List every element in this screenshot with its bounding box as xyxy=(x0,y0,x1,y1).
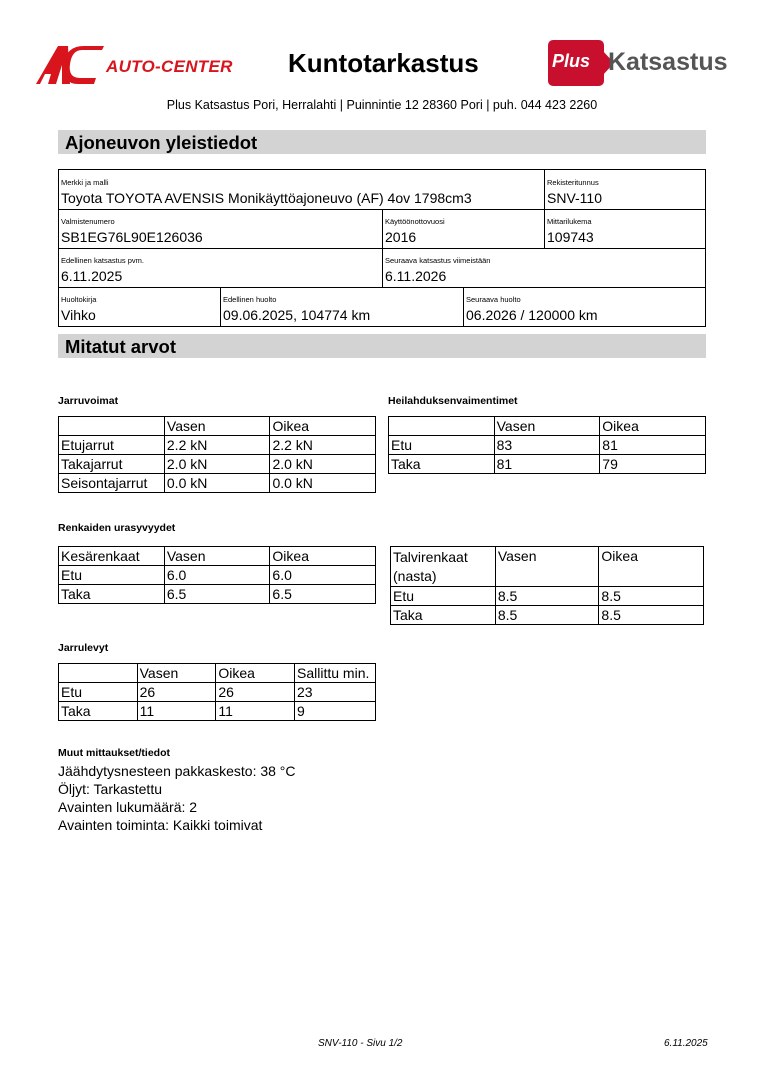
table-cell: 11 xyxy=(137,702,216,721)
last-service-value: 09.06.2025, 104774 km xyxy=(223,307,371,323)
table-header-row xyxy=(391,547,704,587)
list-item: Avainten lukumäärä: 2 xyxy=(58,799,198,815)
measured-section-heading xyxy=(58,334,706,358)
table-cell: 6.0 xyxy=(270,566,376,585)
table-cell: 26 xyxy=(137,683,216,702)
table-cell: Taka xyxy=(59,585,165,604)
prev-inspection-value: 6.11.2025 xyxy=(61,268,123,284)
table-cell: 8.5 xyxy=(599,587,704,606)
tread-caption: Renkaiden urasyvyydet xyxy=(58,522,176,534)
header-cell: Vasen xyxy=(495,547,599,587)
table-cell: Etu xyxy=(389,436,495,455)
header-cell: Sallittu min. xyxy=(295,664,376,683)
brakes-table xyxy=(58,416,376,493)
table-cell: 79 xyxy=(600,455,706,474)
next-service-label: Seuraava huolto xyxy=(466,295,521,304)
table-header-row xyxy=(59,664,376,683)
table-row xyxy=(59,683,376,702)
table-cell: 9 xyxy=(295,702,376,721)
table-row xyxy=(59,702,376,721)
winter-header-title: Talvirenkaat xyxy=(393,549,468,565)
header-cell: Oikea xyxy=(270,547,376,566)
plus-katsastus-logo xyxy=(546,38,732,90)
table-cell: 8.5 xyxy=(599,606,704,625)
table-cell: 23 xyxy=(295,683,376,702)
table-cell: 6.0 xyxy=(164,566,270,585)
table-row xyxy=(389,455,706,474)
table-cell: 8.5 xyxy=(495,587,599,606)
table-cell: 6.5 xyxy=(164,585,270,604)
table-cell: Taka xyxy=(389,455,495,474)
table-cell: 8.5 xyxy=(495,606,599,625)
plus-badge-text: Plus xyxy=(552,51,591,71)
table-cell: Etu xyxy=(59,566,165,585)
discs-caption: Jarrulevyt xyxy=(58,642,109,654)
table-row xyxy=(59,566,376,585)
list-item: Jäähdytysnesteen pakkaskesto: 38 °C xyxy=(58,763,296,779)
vin-label: Valmistenumero xyxy=(61,217,115,226)
ac-logo-text: AUTO-CENTER xyxy=(106,57,233,76)
header-cell xyxy=(391,547,496,587)
table-cell: 81 xyxy=(494,455,600,474)
table-cell: 6.5 xyxy=(270,585,376,604)
table-cell: 2.2 kN xyxy=(164,436,270,455)
table-cell: 2.2 kN xyxy=(270,436,376,455)
table-cell: Etu xyxy=(391,587,496,606)
table-row xyxy=(59,474,376,493)
table-cell: 0.0 kN xyxy=(164,474,270,493)
table-cell: Taka xyxy=(59,702,138,721)
document-title: Kuntotarkastus xyxy=(288,48,479,78)
table-header-row xyxy=(59,417,376,436)
next-service-value: 06.2026 / 120000 km xyxy=(466,307,598,323)
brake-discs-table xyxy=(58,663,376,721)
table-row xyxy=(391,587,704,606)
header-cell xyxy=(59,664,138,683)
prev-inspection-label: Edellinen katsastus pvm. xyxy=(61,256,144,265)
table-cell: 83 xyxy=(494,436,600,455)
table-cell: Seisontajarrut xyxy=(59,474,165,493)
other-measurements-list xyxy=(58,762,296,834)
table-row xyxy=(391,606,704,625)
table-header-row xyxy=(389,417,706,436)
general-section-heading xyxy=(58,130,706,154)
make-model-value: Toyota TOYOTA AVENSIS Monikäyttöajoneuvo (AF) 4ov 1798cm3 xyxy=(61,190,472,206)
table-cell: Etu xyxy=(59,683,138,702)
page-indicator: SNV-110 - Sivu 1/2 xyxy=(318,1038,403,1049)
header-cell: Oikea xyxy=(216,664,295,683)
odometer-value: 109743 xyxy=(547,229,594,245)
header-cell: Kesärenkaat xyxy=(59,547,165,566)
header-cell: Oikea xyxy=(600,417,706,436)
next-inspection-value: 6.11.2026 xyxy=(385,268,447,284)
registration-value: SNV-110 xyxy=(547,190,602,206)
header-cell: Oikea xyxy=(599,547,704,587)
header-cell: Vasen xyxy=(137,664,216,683)
table-row xyxy=(59,585,376,604)
next-inspection-label: Seuraava katsastus viimeistään xyxy=(385,256,491,265)
katsastus-wordmark: Katsastus xyxy=(608,48,728,76)
header-cell: Vasen xyxy=(164,547,270,566)
registration-label: Rekisteritunnus xyxy=(547,178,599,187)
header-cell: Vasen xyxy=(494,417,600,436)
table-cell: Takajarrut xyxy=(59,455,165,474)
vehicle-info-grid xyxy=(58,169,706,327)
last-service-label: Edellinen huolto xyxy=(223,295,277,304)
auto-center-logo xyxy=(36,44,236,88)
make-model-label: Merkki ja malli xyxy=(61,178,109,187)
service-book-value: Vihko xyxy=(61,307,96,323)
footer-date: 6.11.2025 xyxy=(664,1038,708,1049)
station-info: Plus Katsastus Pori, Herralahti | Puinnintie 12 28360 Pori | puh. 044 423 2260 xyxy=(166,98,598,112)
table-cell: Taka xyxy=(391,606,496,625)
table-cell: 2.0 kN xyxy=(270,455,376,474)
vin-value: SB1EG76L90E126036 xyxy=(61,229,203,245)
table-cell: Etujarrut xyxy=(59,436,165,455)
service-book-label: Huoltokirja xyxy=(61,295,97,304)
shocks-caption: Heilahduksenvaimentimet xyxy=(388,395,518,407)
table-cell: 0.0 kN xyxy=(270,474,376,493)
table-cell: 81 xyxy=(600,436,706,455)
summer-tires-table xyxy=(58,546,376,604)
first-use-label: Käyttöönottovuosi xyxy=(385,217,445,226)
header-cell: Vasen xyxy=(164,417,270,436)
list-item: Öljyt: Tarkastettu xyxy=(58,781,163,797)
table-row xyxy=(59,455,376,474)
table-cell: 11 xyxy=(216,702,295,721)
ac-emblem-icon xyxy=(36,44,106,88)
shocks-table xyxy=(388,416,706,474)
general-heading-text: Ajoneuvon yleistiedot xyxy=(65,132,258,153)
winter-header-subtitle: (nasta) xyxy=(393,568,437,584)
table-cell: 26 xyxy=(216,683,295,702)
table-row xyxy=(59,436,376,455)
table-header-row xyxy=(59,547,376,566)
header-cell: Oikea xyxy=(270,417,376,436)
measured-heading-text: Mitatut arvot xyxy=(65,336,176,357)
header-cell xyxy=(59,417,165,436)
other-caption: Muut mittaukset/tiedot xyxy=(58,747,170,759)
brakes-caption: Jarruvoimat xyxy=(58,395,119,407)
winter-tires-table xyxy=(390,546,704,625)
header-cell xyxy=(389,417,495,436)
list-item: Avainten toiminta: Kaikki toimivat xyxy=(58,817,263,833)
odometer-label: Mittarilukema xyxy=(547,217,592,226)
table-row xyxy=(389,436,706,455)
table-cell: 2.0 kN xyxy=(164,455,270,474)
first-use-value: 2016 xyxy=(385,229,417,245)
